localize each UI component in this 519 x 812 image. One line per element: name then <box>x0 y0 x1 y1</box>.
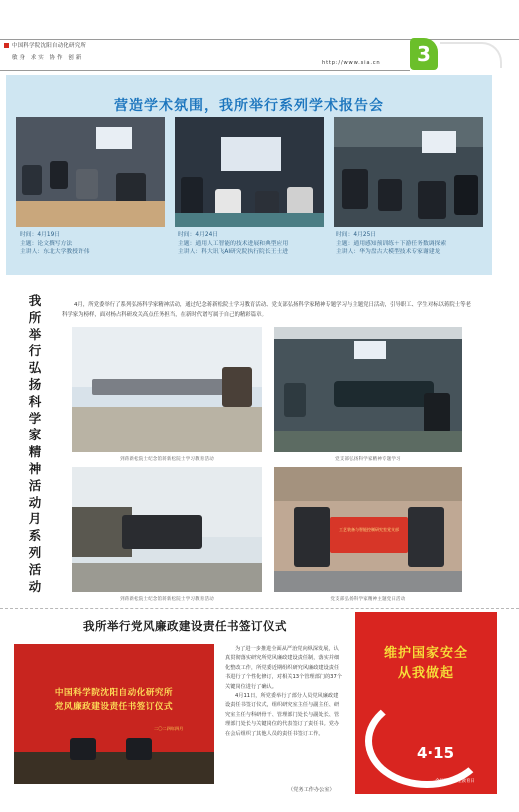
lecture-speaker: 主讲人：科大讯飞AI研究院执行院长王士进 <box>178 249 289 255</box>
lecture-info-1 <box>20 231 170 257</box>
lecture-photo-3 <box>334 117 483 227</box>
poster-line2: 从我做起 <box>397 666 454 681</box>
poster-line1: 维护国家安全 <box>383 646 468 661</box>
lecture-topic: 主题：通用感知预训练＋下游任务数调探索 <box>336 240 447 247</box>
spirit-caption-2: 党支部弘扬科学家精神专题学习 <box>335 457 401 462</box>
lecture-topic: 主题：论文撰写方法 <box>20 240 73 247</box>
lecture-photo-1 <box>16 117 165 227</box>
lecture-info-3 <box>336 231 486 257</box>
poster-swirl-icon <box>365 694 489 788</box>
motto: 敏身 求实 协作 创新 <box>12 55 84 61</box>
lecture-photo-2 <box>175 117 324 227</box>
spirit-vertical-title: 我所举行弘扬科学家精神活动月系列活动 <box>28 293 42 594</box>
poster-date-mark: 4·15 <box>417 744 455 762</box>
banner-text: 工艺装备与智能控制研究室党支部 <box>339 527 399 532</box>
integrity-text <box>225 645 343 739</box>
integrity-paragraph-1: 为了进一步推进全面从严治党向纵深发展，认真贯彻落实研究所党风廉政建设责任制，落实并细化整改工作，所党委近期组织研究风廉政建设责任书进行了个性化修订，对相关13个管理部门的37个关键岗位进行了确认。 <box>225 646 342 690</box>
spirit-caption-1: 到蒋新松院士纪念馆蒋新松院士学习教育活动 <box>120 457 214 462</box>
lecture-time: 时间：4月19日 <box>20 232 61 238</box>
security-poster <box>355 612 497 794</box>
spirit-paragraph: 4月，所党委举行了系列弘扬科学家精神活动，通过纪念蒋新松院士学习教育活动、党支部弘扬科学家精神专题学习与主题党日活动，引导职工、学生对标以蒋院士等老科学家为榜样，面对杨占科研攻关高点任务担当，在新时代谱写属于自己的精彩篇章。 <box>62 302 471 318</box>
header-square-icon <box>4 43 9 48</box>
screen-date: 二〇二四年四月 <box>154 726 184 731</box>
spirit-photo-2 <box>274 327 462 452</box>
poster-caption: 全民国家安全教育日 <box>435 779 475 784</box>
page-number-badge: 3 <box>410 38 438 70</box>
header-rule-bottom <box>0 70 410 71</box>
spirit-photo-4 <box>274 467 462 592</box>
decorative-arc <box>440 42 502 68</box>
lecture-title: 营造学术氛围，我所举行系列学术报告会 <box>114 98 384 114</box>
site-url[interactable]: http://www.sia.cn <box>322 60 381 66</box>
org-name: 中国科学院沈阳自动化研究所 <box>12 43 87 49</box>
lecture-speaker: 主讲人：东北大学教授许伟 <box>20 249 90 255</box>
lecture-info-2 <box>178 231 338 257</box>
spirit-photo-3 <box>72 467 262 592</box>
screen-line2: 党风廉政建设责任书签订仪式 <box>54 702 174 712</box>
lecture-time: 时间：4月25日 <box>336 232 377 238</box>
integrity-paragraph-2: 4月11日，所党委举行了部分人员党风廉政建设责任书签订仪式，组织研究室主任与副主任、研究室主任与科研骨干、管理部门处长与副处长、管理部门处长与关键岗位的代表签订了责任书。党办在会后组织了其他人员的责任书签订工作。 <box>225 693 340 737</box>
header-rule-top <box>0 39 519 40</box>
integrity-photo <box>14 644 214 784</box>
spirit-photo-1 <box>72 327 262 452</box>
screen-line1: 中国科学院沈阳自动化研究所 <box>54 688 174 698</box>
integrity-signature: （党务工作办公室） <box>288 787 335 793</box>
spirit-caption-3: 到蒋新松院士纪念馆蒋新松院士学习教育活动 <box>120 597 214 602</box>
lecture-time: 时间：4月24日 <box>178 232 219 238</box>
lecture-speaker: 主讲人：华为盘古大模型技术专家谢建龙 <box>336 249 441 255</box>
section-divider <box>0 608 519 609</box>
lecture-topic: 主题：通用人工智能的技术进展和典型应用 <box>178 240 289 247</box>
spirit-caption-4: 党支部弘扬科学家精神主题党日活动 <box>330 597 406 602</box>
integrity-title: 我所举行党风廉政建设责任书签订仪式 <box>83 619 287 633</box>
